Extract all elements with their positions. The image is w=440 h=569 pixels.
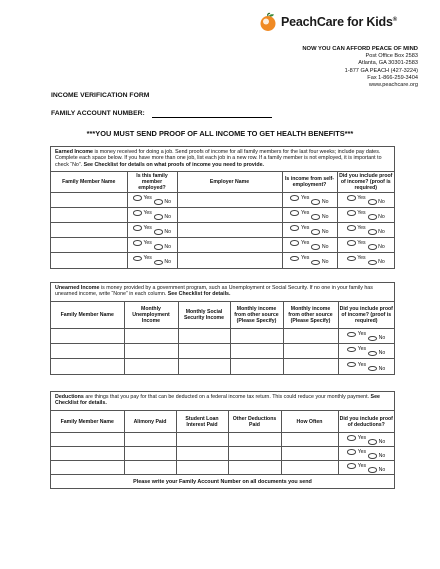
earned-income-intro: Earned Income is money received for doing a job. Send proofs of income for all family members for the last four weeks; include pay dates. Complete each space below. If you have more than one job, list each job in a new row. If a family member is not employed, it is important to check “No”. See Checklist for details on what proofs of income you need to provide. xyxy=(51,147,394,172)
employed-cell xyxy=(127,193,177,208)
other-source-cell[interactable] xyxy=(230,329,283,344)
account-number-label: FAMILY ACCOUNT NUMBER: xyxy=(51,110,145,117)
no-option[interactable]: No xyxy=(311,199,328,205)
col-header: Did you include proof of income? (proof is required) xyxy=(338,302,394,329)
logo-name: PeachCare for Kids® xyxy=(281,15,397,29)
student-loan-cell[interactable] xyxy=(176,447,228,461)
radio-circle-icon xyxy=(347,435,356,441)
employed-cell xyxy=(127,223,177,238)
table-row xyxy=(51,433,394,447)
no-option[interactable]: No xyxy=(311,214,328,220)
other-deductions-cell[interactable] xyxy=(228,461,281,475)
yes-option[interactable]: Yes xyxy=(347,195,366,201)
peach-logo-icon xyxy=(258,12,278,32)
proof-cell xyxy=(338,359,394,374)
proof-cell xyxy=(337,208,394,223)
radio-circle-icon xyxy=(368,453,377,459)
yes-option[interactable]: Yes xyxy=(347,362,366,368)
deductions-section xyxy=(50,391,395,489)
no-option[interactable]: No xyxy=(154,199,171,205)
earned-income-table xyxy=(51,172,394,268)
yes-option[interactable]: Yes xyxy=(133,210,152,216)
radio-circle-icon xyxy=(347,225,356,231)
no-option[interactable]: No xyxy=(368,453,385,459)
yes-option[interactable]: Yes xyxy=(133,195,152,201)
name-cell[interactable] xyxy=(51,193,127,208)
yes-option[interactable]: Yes xyxy=(290,240,309,246)
proof-cell xyxy=(338,433,394,447)
col-header: Monthly income from other source (Please Specify) xyxy=(230,302,283,329)
radio-circle-icon xyxy=(311,229,320,235)
yes-option[interactable]: Yes xyxy=(290,195,309,201)
yes-option[interactable]: Yes xyxy=(133,240,152,246)
unearned-income-section xyxy=(50,282,395,375)
table-row xyxy=(51,344,394,359)
proof-cell xyxy=(337,193,394,208)
proof-cell xyxy=(338,461,394,475)
phone-line: 1-877 GA PEACH (427-3224) xyxy=(344,67,418,74)
no-option[interactable]: No xyxy=(154,244,171,250)
radio-circle-icon xyxy=(368,214,377,220)
radio-circle-icon xyxy=(290,256,299,262)
no-option[interactable]: No xyxy=(368,244,385,250)
no-option[interactable]: No xyxy=(311,229,328,235)
col-header: Family Member Name xyxy=(51,172,127,193)
address-block xyxy=(302,46,418,89)
name-cell[interactable] xyxy=(51,447,124,461)
proof-cell xyxy=(337,253,394,268)
table-row xyxy=(51,238,394,253)
col-header: Alimony Paid xyxy=(124,411,176,433)
radio-circle-icon xyxy=(347,332,356,338)
yes-option[interactable]: Yes xyxy=(347,210,366,216)
social-security-cell[interactable] xyxy=(178,344,230,359)
radio-circle-icon xyxy=(368,439,377,445)
proof-notice: ***YOU MUST SEND PROOF OF ALL INCOME TO GET HEALTH BENEFITS*** xyxy=(86,129,354,138)
table-row xyxy=(51,447,394,461)
no-option[interactable]: No xyxy=(368,199,385,205)
yes-option[interactable]: Yes xyxy=(347,255,366,261)
student-loan-cell[interactable] xyxy=(176,433,228,447)
no-option[interactable]: No xyxy=(368,439,385,445)
col-header: Monthly income from other source (Please Specify) xyxy=(283,302,338,329)
how-often-cell[interactable] xyxy=(281,447,338,461)
employer-cell[interactable] xyxy=(177,238,282,253)
address-line: Post Office Box 2583 xyxy=(365,53,418,60)
col-header: Other Deductions Paid xyxy=(228,411,281,433)
radio-circle-icon xyxy=(154,229,163,235)
employer-cell[interactable] xyxy=(177,253,282,268)
proof-cell xyxy=(337,223,394,238)
no-option[interactable]: No xyxy=(368,229,385,235)
self-employment-cell xyxy=(282,253,337,268)
yes-option[interactable]: Yes xyxy=(347,331,366,337)
peachcare-logo xyxy=(258,12,397,32)
unearned-income-table xyxy=(51,302,394,374)
radio-circle-icon xyxy=(368,366,377,372)
radio-circle-icon xyxy=(368,260,377,266)
radio-circle-icon xyxy=(347,256,356,262)
radio-circle-icon xyxy=(290,225,299,231)
col-header: Monthly Social Security Income xyxy=(178,302,230,329)
name-cell[interactable] xyxy=(51,238,127,253)
no-option[interactable]: No xyxy=(368,214,385,220)
tagline: NOW YOU CAN AFFORD PEACE OF MIND xyxy=(302,46,418,52)
no-option[interactable]: No xyxy=(368,366,385,372)
radio-circle-icon xyxy=(133,225,142,231)
alimony-cell[interactable] xyxy=(124,461,176,475)
radio-circle-icon xyxy=(154,244,163,250)
no-option[interactable]: No xyxy=(311,244,328,250)
yes-option[interactable]: Yes xyxy=(347,463,366,469)
unemployment-cell[interactable] xyxy=(124,344,178,359)
proof-cell xyxy=(338,344,394,359)
radio-circle-icon xyxy=(154,260,163,266)
self-employment-cell xyxy=(282,223,337,238)
radio-circle-icon xyxy=(347,463,356,469)
radio-circle-icon xyxy=(347,347,356,353)
unemployment-cell[interactable] xyxy=(124,329,178,344)
yes-option[interactable]: Yes xyxy=(290,210,309,216)
how-often-cell[interactable] xyxy=(281,461,338,475)
other-source-cell[interactable] xyxy=(230,359,283,374)
form-title: INCOME VERIFICATION FORM xyxy=(51,92,150,99)
no-option[interactable]: No xyxy=(311,259,328,265)
col-header: Family Member Name xyxy=(51,411,124,433)
radio-circle-icon xyxy=(311,244,320,250)
unemployment-cell[interactable] xyxy=(124,359,178,374)
fax-line: Fax 1-866-259-3404 xyxy=(367,74,418,81)
table-row xyxy=(51,208,394,223)
name-cell[interactable] xyxy=(51,208,127,223)
radio-circle-icon xyxy=(154,199,163,205)
social-security-cell[interactable] xyxy=(178,329,230,344)
radio-circle-icon xyxy=(347,449,356,455)
no-option[interactable]: No xyxy=(368,259,385,265)
self-employment-cell xyxy=(282,208,337,223)
radio-circle-icon xyxy=(347,195,356,201)
other-source-cell[interactable] xyxy=(230,344,283,359)
name-cell[interactable] xyxy=(51,359,124,374)
yes-option[interactable]: Yes xyxy=(133,225,152,231)
radio-circle-icon xyxy=(133,240,142,246)
col-header: Student Loan Interest Paid xyxy=(176,411,228,433)
deductions-intro: Deductions are things that you pay for that can be deducted on a federal income tax return. This could reduce your monthly payment. See Checklist for details. xyxy=(51,392,394,411)
radio-circle-icon xyxy=(368,351,377,357)
yes-option[interactable]: Yes xyxy=(290,225,309,231)
yes-option[interactable]: Yes xyxy=(347,240,366,246)
radio-circle-icon xyxy=(368,199,377,205)
how-often-cell[interactable] xyxy=(281,433,338,447)
student-loan-cell[interactable] xyxy=(176,461,228,475)
col-header: Monthly Unemployment Income xyxy=(124,302,178,329)
yes-option[interactable]: Yes xyxy=(133,255,152,261)
table-row xyxy=(51,253,394,268)
name-cell[interactable] xyxy=(51,344,124,359)
self-employment-cell xyxy=(282,193,337,208)
proof-cell xyxy=(338,329,394,344)
radio-circle-icon xyxy=(311,199,320,205)
other-source-cell[interactable] xyxy=(283,329,338,344)
earned-income-section xyxy=(50,146,395,269)
no-option[interactable]: No xyxy=(368,335,385,341)
radio-circle-icon xyxy=(311,260,320,266)
name-cell[interactable] xyxy=(51,223,127,238)
name-cell[interactable] xyxy=(51,461,124,475)
yes-option[interactable]: Yes xyxy=(347,225,366,231)
address-line: Atlanta, GA 30301-2583 xyxy=(358,60,418,67)
employer-cell[interactable] xyxy=(177,223,282,238)
table-row xyxy=(51,359,394,374)
table-row xyxy=(51,461,394,475)
employed-cell xyxy=(127,208,177,223)
footer-row xyxy=(51,475,394,488)
radio-circle-icon xyxy=(154,214,163,220)
yes-option[interactable]: Yes xyxy=(290,255,309,261)
col-header: Did you include proof of income? (proof is required) xyxy=(337,172,394,193)
radio-circle-icon xyxy=(290,195,299,201)
radio-circle-icon xyxy=(133,256,142,262)
other-source-cell[interactable] xyxy=(283,359,338,374)
social-security-cell[interactable] xyxy=(178,359,230,374)
account-number-reminder: Please write your Family Account Number on all documents you send xyxy=(51,475,394,488)
radio-circle-icon xyxy=(368,467,377,473)
self-employment-cell xyxy=(282,238,337,253)
alimony-cell[interactable] xyxy=(124,433,176,447)
yes-option[interactable]: Yes xyxy=(347,346,366,352)
no-option[interactable]: No xyxy=(368,467,385,473)
no-option[interactable]: No xyxy=(368,350,385,356)
radio-circle-icon xyxy=(311,214,320,220)
employer-cell[interactable] xyxy=(177,208,282,223)
name-cell[interactable] xyxy=(51,433,124,447)
yes-option[interactable]: Yes xyxy=(347,449,366,455)
employed-cell xyxy=(127,253,177,268)
col-header: Is this family member employed? xyxy=(127,172,177,193)
radio-circle-icon xyxy=(347,240,356,246)
radio-circle-icon xyxy=(368,229,377,235)
proof-cell xyxy=(338,447,394,461)
radio-circle-icon xyxy=(290,210,299,216)
table-row xyxy=(51,223,394,238)
alimony-cell[interactable] xyxy=(124,447,176,461)
proof-cell xyxy=(337,238,394,253)
no-option[interactable]: No xyxy=(154,229,171,235)
no-option[interactable]: No xyxy=(154,214,171,220)
radio-circle-icon xyxy=(368,244,377,250)
name-cell[interactable] xyxy=(51,329,124,344)
col-header: Is income from self-employment? xyxy=(282,172,337,193)
employer-cell[interactable] xyxy=(177,193,282,208)
col-header: How Often xyxy=(281,411,338,433)
other-deductions-cell[interactable] xyxy=(228,447,281,461)
radio-circle-icon xyxy=(347,362,356,368)
radio-circle-icon xyxy=(133,210,142,216)
yes-option[interactable]: Yes xyxy=(347,435,366,441)
col-header: Family Member Name xyxy=(51,302,124,329)
radio-circle-icon xyxy=(133,195,142,201)
no-option[interactable]: No xyxy=(154,259,171,265)
radio-circle-icon xyxy=(290,240,299,246)
website-line: www.peachcare.org xyxy=(368,82,418,89)
employed-cell xyxy=(127,238,177,253)
name-cell[interactable] xyxy=(51,253,127,268)
table-row xyxy=(51,329,394,344)
other-source-cell[interactable] xyxy=(283,344,338,359)
col-header: Employer Name xyxy=(177,172,282,193)
other-deductions-cell[interactable] xyxy=(228,433,281,447)
radio-circle-icon xyxy=(368,336,377,342)
unearned-income-intro: Unearned Income is money provided by a government program, such as Unemployment or Social Security. If no one in your family has unearned income, write “None” in each column. See Checklist for details. xyxy=(51,283,394,302)
deductions-table xyxy=(51,411,394,488)
col-header: Did you include proof of deductions? xyxy=(338,411,394,433)
radio-circle-icon xyxy=(347,210,356,216)
account-number-field[interactable] xyxy=(152,117,272,118)
table-row xyxy=(51,193,394,208)
